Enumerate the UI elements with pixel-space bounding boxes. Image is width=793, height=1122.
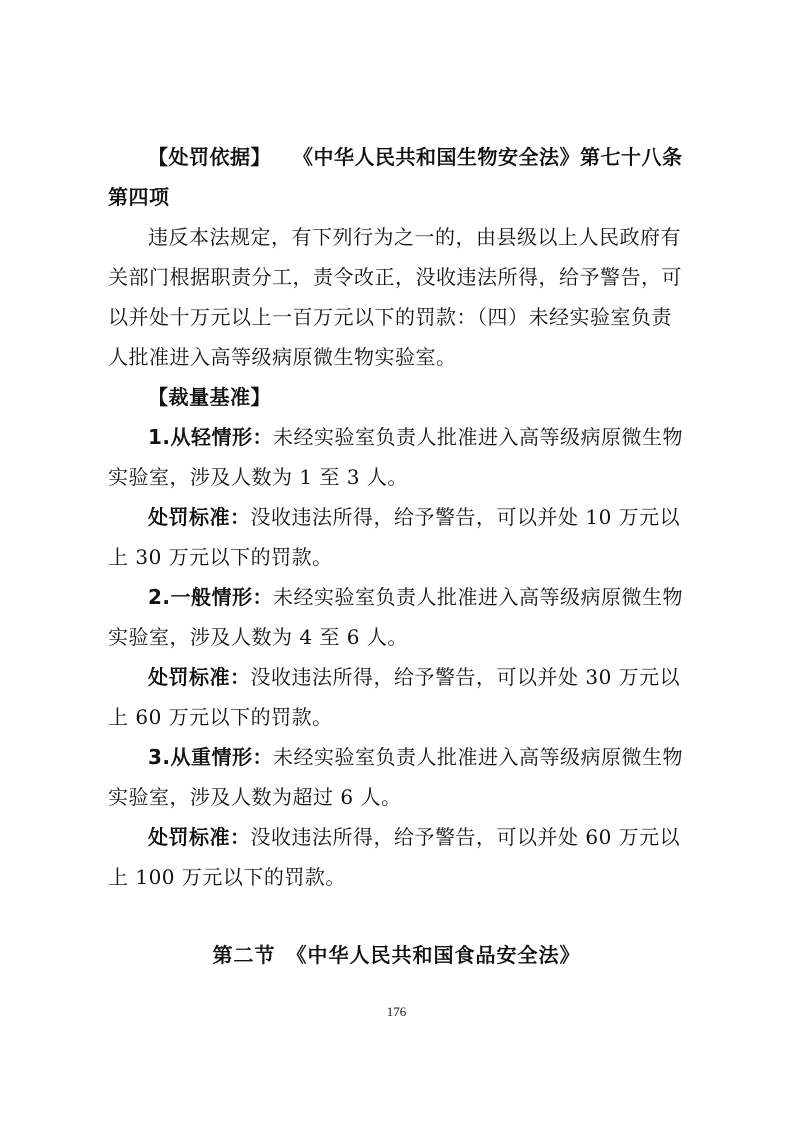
basis-heading: 【处罚依据】 (148, 145, 271, 169)
penalty-label: 处罚标准： (148, 825, 251, 849)
basis-text-line: 关部门根据职责分工，责令改正，没收违法所得，给予警告，可 (108, 265, 682, 289)
case-desc-cont: 实验室，涉及人数为超过 6 人。 (108, 785, 402, 809)
standard-heading: 【裁量基准】 (148, 385, 271, 409)
penalty-text: 没收违法所得，给予警告，可以并处 60 万元以 (250, 825, 681, 849)
section-title: 第二节 《中华人民共和国食品安全法》 (212, 943, 581, 967)
penalty-line (148, 503, 748, 531)
case-line (148, 743, 748, 771)
basis-text-line: 人批准进入高等级病原微生物实验室。 (108, 345, 457, 369)
penalty-label: 处罚标准： (148, 505, 251, 529)
case-desc: 未经实验室负责人批准进入高等级病原微生物 (273, 425, 684, 449)
penalty-line (148, 663, 748, 691)
case-label: 3.从重情形： (148, 745, 274, 769)
basis-text-line: 以并处十万元以上一百万元以下的罚款：（四）未经实验室负责 (108, 305, 672, 329)
case-desc: 未经实验室负责人批准进入高等级病原微生物 (273, 745, 684, 769)
case-line (148, 423, 748, 451)
penalty-text: 没收违法所得，给予警告，可以并处 10 万元以 (250, 505, 681, 529)
penalty-text-cont: 上 60 万元以下的罚款。 (108, 705, 333, 729)
penalty-text-cont: 上 100 万元以下的罚款。 (108, 865, 346, 889)
law-reference: 《中华人民共和国生物安全法》第七十八条 (293, 145, 683, 169)
case-line (148, 583, 748, 611)
case-desc-cont: 实验室，涉及人数为 4 至 6 人。 (108, 625, 408, 649)
penalty-text: 没收违法所得，给予警告，可以并处 30 万元以 (250, 665, 681, 689)
basis-heading-line (148, 143, 748, 171)
page-number: 176 (386, 1004, 407, 1019)
basis-text-line: 违反本法规定，有下列行为之一的，由县级以上人民政府有 (148, 225, 681, 249)
case-desc: 未经实验室负责人批准进入高等级病原微生物 (273, 585, 684, 609)
penalty-label: 处罚标准： (148, 665, 251, 689)
case-label: 2.一般情形： (148, 585, 274, 609)
case-label: 1.从轻情形： (148, 425, 274, 449)
case-desc-cont: 实验室，涉及人数为 1 至 3 人。 (108, 465, 408, 489)
penalty-text-cont: 上 30 万元以下的罚款。 (108, 545, 333, 569)
law-reference-cont: 第四项 (108, 185, 170, 209)
penalty-line (148, 823, 748, 851)
